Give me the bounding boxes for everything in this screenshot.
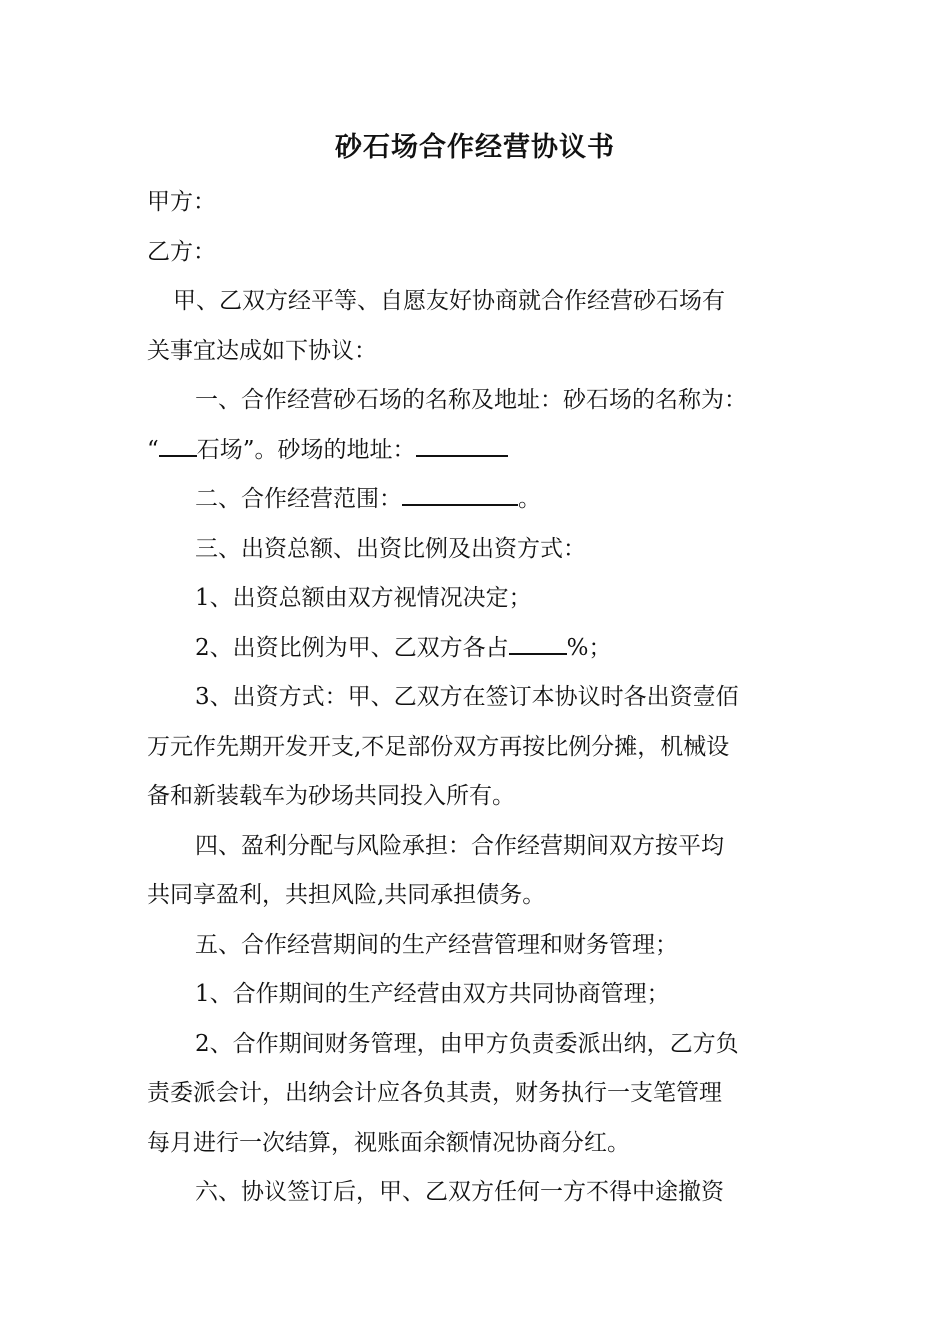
clause-4-line-1: 四、盈利分配与风险承担：合作经营期间双方按平均	[195, 832, 724, 859]
clause-4-line-2: 共同享盈利，共担风险,共同承担债务。	[147, 882, 546, 908]
quarry-address-label: 石场”。砂场的地址：	[196, 436, 416, 463]
clause-5-item-2-line-2: 责委派会计，出纳会计应各负其责，财务执行一支笔管理	[147, 1080, 722, 1106]
clause-1-line-2	[147, 426, 817, 476]
clause-5-item-2-line-3: 每月进行一次结算，视账面余额情况协商分红。	[147, 1129, 630, 1156]
scope-blank	[402, 480, 518, 506]
scope-label: 二、合作经营范围：	[195, 486, 402, 512]
clause-3-item-3-line-2: 万元作先期开发开支,不足部份双方再按比例分摊，机械设	[147, 733, 730, 760]
document-title: 砂石场合作经营协议书	[335, 132, 615, 163]
ratio-blank	[509, 629, 567, 655]
clause-2-line	[147, 475, 817, 525]
ratio-suffix: %；	[566, 634, 612, 661]
preamble-line-2: 关事宜达成如下协议：	[147, 337, 377, 364]
clause-1-line-1: 一、合作经营砂石场的名称及地址：砂石场的名称为：	[195, 387, 747, 413]
clause-5-line: 五、合作经营期间的生产经营管理和财务管理；	[195, 931, 678, 958]
clause-3-item-3-line-1: 3、出资方式：甲、乙双方在签订本协议时各出资壹佰	[195, 684, 739, 710]
clause-3-line: 三、出资总额、出资比例及出资方式：	[195, 535, 586, 562]
document-body	[147, 178, 817, 1218]
open-quote: “	[147, 436, 159, 463]
quarry-name-blank	[159, 431, 197, 457]
clause-3-item-3-line-3: 备和新装载车为砂场共同投入所有。	[147, 783, 515, 809]
clause-3-item-2	[147, 624, 817, 674]
party-a-line: 甲方：	[147, 189, 216, 215]
clause-6-line-1: 六、协议签订后，甲、乙双方任何一方不得中途撤资	[195, 1179, 724, 1205]
ratio-label: 2、出资比例为甲、乙双方各占	[195, 634, 509, 661]
clause-5-item-1: 1、合作期间的生产经营由双方共同协商管理；	[195, 981, 670, 1007]
preamble-line-1: 甲、乙双方经平等、自愿友好协商就合作经营砂石场有	[173, 288, 725, 314]
scope-period: 。	[518, 486, 541, 512]
quarry-address-blank	[416, 431, 508, 457]
party-b-line: 乙方：	[147, 238, 216, 265]
clause-5-item-2-line-1: 2、合作期间财务管理，由甲方负责委派出纳，乙方负	[195, 1030, 739, 1057]
clause-3-item-1: 1、出资总额由双方视情况决定；	[195, 585, 532, 611]
